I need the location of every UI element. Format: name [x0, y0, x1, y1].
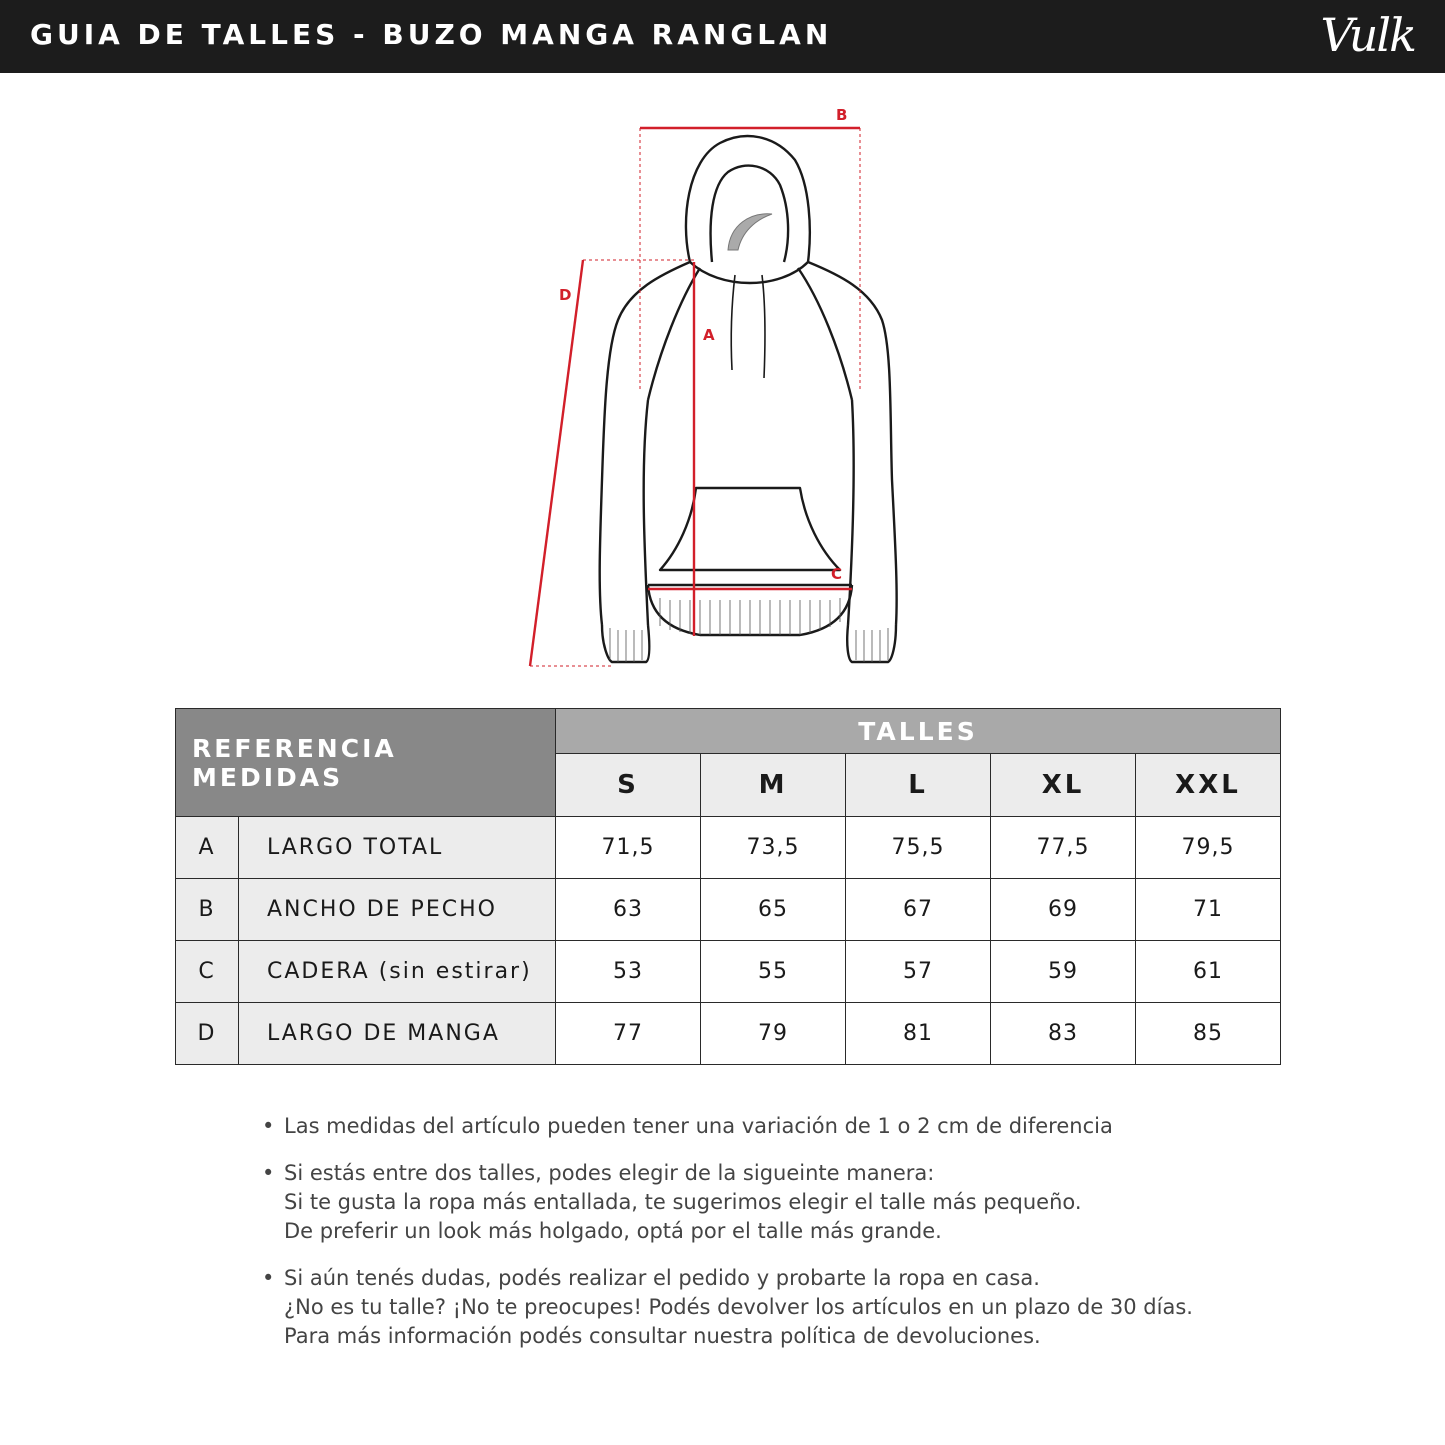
cell-value: 83 — [991, 1003, 1136, 1065]
bullet: • — [262, 1114, 275, 1138]
note-line: Si aún tenés dudas, podés realizar el pedido y probarte la ropa en casa. — [284, 1266, 1040, 1290]
note-item — [262, 1159, 1262, 1246]
cell-value: 63 — [556, 879, 701, 941]
size-table — [175, 708, 1281, 1065]
label-d: D — [559, 286, 572, 304]
cell-value: 81 — [846, 1003, 991, 1065]
cell-value: 75,5 — [846, 817, 991, 879]
sizes-header: TALLES — [556, 709, 1281, 754]
cell-value: 85 — [1136, 1003, 1281, 1065]
row-name: LARGO TOTAL — [239, 817, 556, 879]
note-line: Si estás entre dos talles, podes elegir de la sigueinte manera: — [284, 1161, 935, 1185]
brand-logo: Vulk — [1320, 8, 1415, 62]
row-name: LARGO DE MANGA — [239, 1003, 556, 1065]
size-xxl: XXL — [1136, 754, 1281, 817]
cell-value: 71 — [1136, 879, 1281, 941]
cell-value: 57 — [846, 941, 991, 1003]
page-title: GUIA DE TALLES - BUZO MANGA RANGLAN — [30, 18, 833, 51]
cell-value: 65 — [701, 879, 846, 941]
table-header-row — [176, 709, 1281, 754]
table-row — [176, 817, 1281, 879]
brand-swoosh — [728, 214, 772, 250]
size-m: M — [701, 754, 846, 817]
note-line: De preferir un look más holgado, optá por el talle más grande. — [284, 1219, 942, 1243]
table-row — [176, 879, 1281, 941]
note-line: ¿No es tu talle? ¡No te preocupes! Podés devolver los artículos en un plazo de 30 días. — [284, 1295, 1193, 1319]
note-item — [262, 1112, 1262, 1141]
cell-value: 53 — [556, 941, 701, 1003]
cell-value: 69 — [991, 879, 1136, 941]
row-name: CADERA (sin estirar) — [239, 941, 556, 1003]
row-letter: C — [176, 941, 239, 1003]
note-line: Las medidas del artículo pueden tener una variación de 1 o 2 cm de diferencia — [284, 1114, 1113, 1138]
cell-value: 77 — [556, 1003, 701, 1065]
label-a: A — [703, 326, 715, 344]
row-letter: A — [176, 817, 239, 879]
label-b: B — [836, 106, 848, 124]
header-bar — [0, 0, 1445, 73]
size-l: L — [846, 754, 991, 817]
cell-value: 79,5 — [1136, 817, 1281, 879]
size-s: S — [556, 754, 701, 817]
bullet: • — [262, 1266, 275, 1290]
size-xl: XL — [991, 754, 1136, 817]
note-line: Para más información podés consultar nuestra política de devoluciones. — [284, 1324, 1041, 1348]
cell-value: 73,5 — [701, 817, 846, 879]
row-letter: D — [176, 1003, 239, 1065]
row-name: ANCHO DE PECHO — [239, 879, 556, 941]
label-c: C — [831, 565, 843, 583]
cell-value: 61 — [1136, 941, 1281, 1003]
bullet: • — [262, 1161, 275, 1185]
table-row — [176, 941, 1281, 1003]
row-letter: B — [176, 879, 239, 941]
ref-header: REFERENCIA MEDIDAS — [176, 709, 556, 817]
cell-value: 79 — [701, 1003, 846, 1065]
note-line: Si te gusta la ropa más entallada, te sugerimos elegir el talle más pequeño. — [284, 1190, 1082, 1214]
cell-value: 77,5 — [991, 817, 1136, 879]
notes-list — [262, 1112, 1262, 1369]
cell-value: 59 — [991, 941, 1136, 1003]
drawstrings — [731, 275, 765, 378]
table-row — [176, 1003, 1281, 1065]
hoodie-diagram — [520, 100, 920, 680]
cell-value: 71,5 — [556, 817, 701, 879]
note-item — [262, 1264, 1262, 1351]
cell-value: 55 — [701, 941, 846, 1003]
cell-value: 67 — [846, 879, 991, 941]
hoodie-outline — [600, 136, 897, 662]
